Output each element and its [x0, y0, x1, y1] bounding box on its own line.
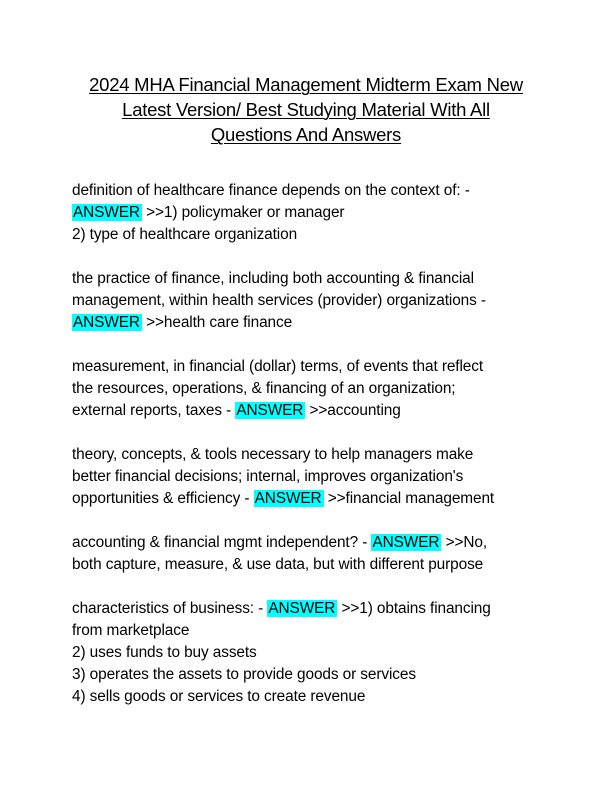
qa-item: [72, 268, 552, 334]
qa-item: [72, 356, 552, 422]
answer-text: >>accounting: [305, 402, 401, 419]
answer-text: >>health care finance: [141, 314, 293, 331]
answer-highlight: ANSWER: [268, 600, 336, 617]
question-line: the resources, operations, & financing of an organization;: [72, 380, 456, 397]
answer-line: both capture, measure, & use data, but with different purpose: [72, 556, 484, 573]
answer-highlight: ANSWER: [236, 402, 304, 419]
question-text: accounting & financial mgmt independent? -: [72, 534, 372, 551]
answer-line: [72, 488, 552, 510]
question-line: measurement, in financial (dollar) terms, of events that reflect: [72, 358, 484, 375]
answer-text: >>No,: [441, 534, 487, 551]
qa-item: [72, 444, 552, 510]
qa-list: [72, 180, 552, 730]
question-text: external reports, taxes -: [72, 402, 236, 419]
question-line: definition of healthcare finance depends on the context of: -: [72, 182, 470, 199]
answer-line: [72, 400, 552, 422]
answer-line: [72, 202, 552, 224]
answer-line: from marketplace: [72, 622, 190, 639]
answer-highlight: ANSWER: [73, 314, 140, 331]
answer-highlight: ANSWER: [372, 534, 440, 551]
answer-text: >>1) obtains financing: [337, 600, 491, 617]
answer-text: >>1) policymaker or manager: [141, 204, 345, 221]
qa-item: [72, 598, 552, 708]
question-text: opportunities & efficiency -: [72, 490, 254, 507]
question-line: better financial decisions; internal, improves organization's: [72, 468, 464, 485]
qa-item: [72, 532, 552, 576]
question-line: the practice of finance, including both accounting & financial: [72, 270, 474, 287]
title-line: Questions And Answers: [210, 124, 402, 145]
answer-line: 2) type of healthcare organization: [72, 226, 298, 243]
answer-line: [72, 532, 552, 554]
qa-item: [72, 180, 552, 246]
question-text: characteristics of business: -: [72, 600, 268, 617]
question-line: management, within health services (provider) organizations -: [72, 292, 486, 309]
answer-highlight: ANSWER: [73, 204, 140, 221]
answer-line: 3) operates the assets to provide goods or services: [72, 666, 416, 683]
title-line: Latest Version/ Best Studying Material With All: [122, 99, 490, 120]
answer-text: >>financial management: [323, 490, 495, 507]
title-line: 2024 MHA Financial Management Midterm Exam New: [89, 74, 523, 95]
answer-line: 2) uses funds to buy assets: [72, 644, 257, 661]
answer-line: [72, 312, 552, 334]
document-title: [60, 72, 552, 147]
answer-highlight: ANSWER: [254, 490, 322, 507]
answer-line: 4) sells goods or services to create revenue: [72, 688, 366, 705]
question-line: theory, concepts, & tools necessary to help managers make: [72, 446, 474, 463]
answer-line: [72, 598, 552, 620]
